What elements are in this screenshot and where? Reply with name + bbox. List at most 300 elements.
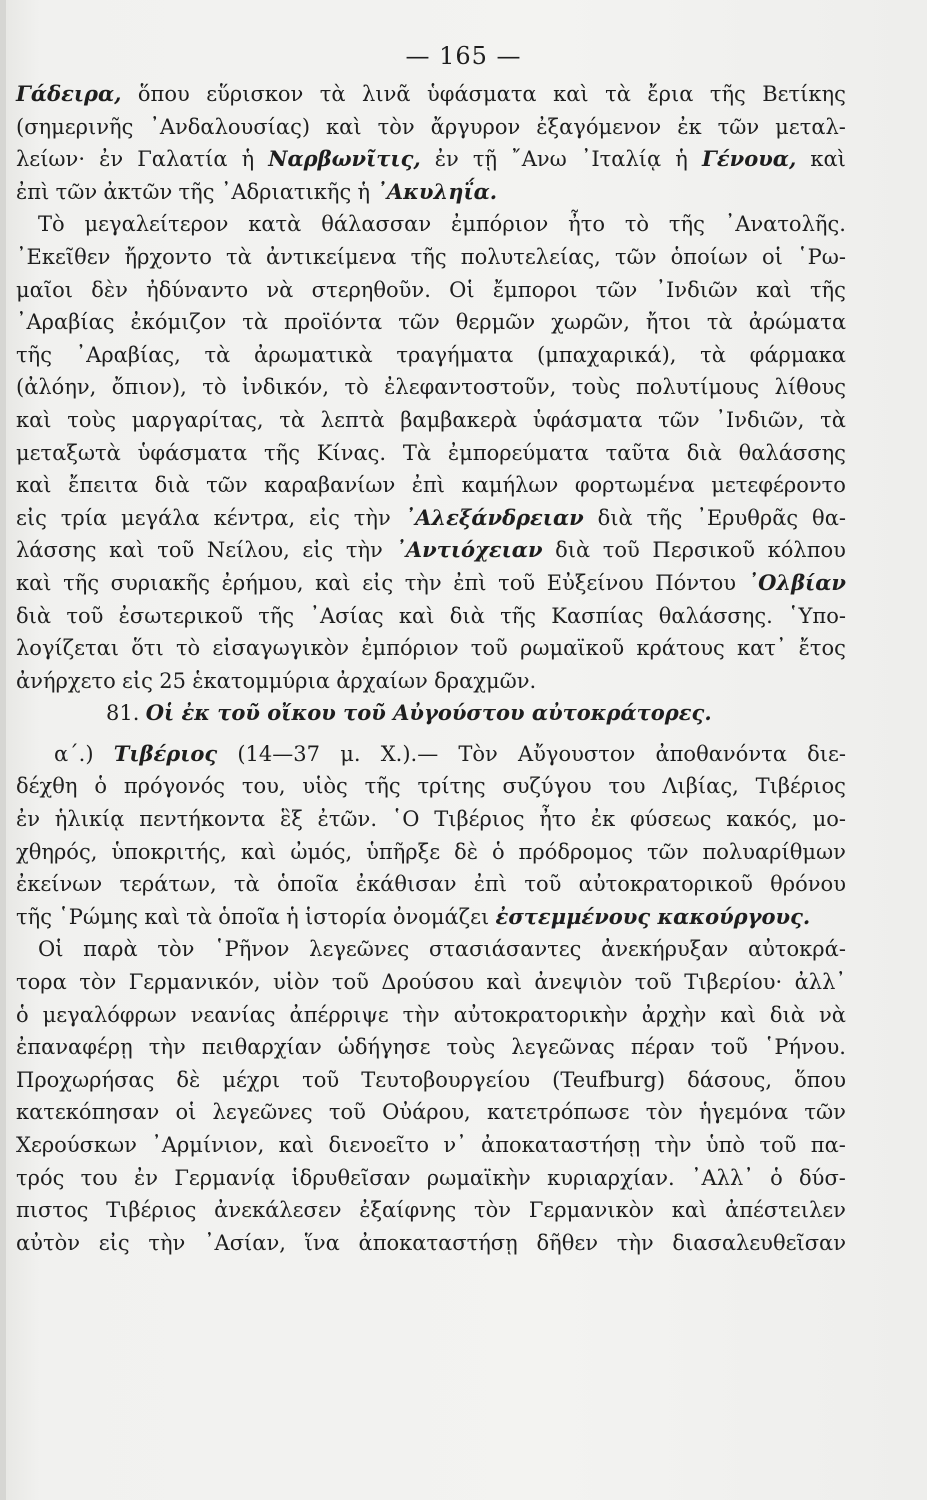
word: διὰ <box>154 473 190 498</box>
paragraph <box>16 738 846 934</box>
text-line <box>16 770 846 803</box>
word: ἡ <box>286 904 299 929</box>
word: ἵνα <box>304 1230 340 1255</box>
word: θα- <box>812 505 846 530</box>
word: νεανίας <box>190 1002 276 1027</box>
word: τῆς <box>178 179 215 204</box>
word: λείων· <box>16 147 85 172</box>
word: ὅπου <box>137 82 190 106</box>
word: καμήλων <box>461 473 559 498</box>
word: κράτους <box>636 636 725 661</box>
text-line <box>16 868 846 901</box>
emphasized-word: ἐστεμμένους κακούργους. <box>495 903 811 929</box>
word: τὸν <box>157 937 195 962</box>
word: ἔτος <box>798 636 846 661</box>
word: ἐρήμου, <box>221 570 304 595</box>
word: Οἱ <box>38 937 64 962</box>
word: καὶ <box>144 904 180 929</box>
word: τὴν <box>402 1002 440 1027</box>
word: εἰς <box>362 570 394 595</box>
word: φορτωμένα <box>574 473 695 498</box>
word: δραχμῶν. <box>434 668 537 693</box>
word: του, <box>241 774 286 799</box>
word: ἐπὶ <box>453 570 487 595</box>
word: ἦτο <box>568 212 605 237</box>
word: Γερμανικὸν <box>528 1198 654 1223</box>
word: ἀποθανόντα <box>655 741 787 766</box>
word: καὶ <box>671 1198 708 1223</box>
word: λεγεῶνας <box>511 1035 615 1060</box>
text-line <box>16 999 846 1032</box>
word: καραβανίων <box>264 473 396 498</box>
paragraph <box>16 78 846 208</box>
word: Χερούσκων <box>16 1133 137 1157</box>
word: πιστος <box>16 1198 89 1223</box>
word: τοῦ <box>710 1035 748 1060</box>
word: ἔπειτα <box>68 473 139 498</box>
word: θαλάσσης <box>738 440 846 465</box>
word: ἄργυρον <box>430 114 521 139</box>
word: ἀνεψιὸν <box>534 970 623 995</box>
word: ὁποῖα <box>277 872 339 897</box>
word: 25 <box>159 668 186 693</box>
word: εἰς <box>98 1230 130 1255</box>
word: (ἀλόην, <box>16 375 97 400</box>
word: τοῦ <box>66 603 104 628</box>
word: καὶ <box>109 538 145 563</box>
text-line <box>16 1031 846 1064</box>
text-line <box>16 738 846 771</box>
word: θάλασσαν <box>321 212 432 237</box>
word: στασιάσαντες <box>428 937 582 962</box>
word: ὅπου <box>794 1067 846 1092</box>
text-line <box>16 1194 846 1227</box>
text-line <box>16 371 846 404</box>
word: μεταξωτὰ <box>16 440 121 465</box>
word: ὑφάσματα <box>427 82 537 106</box>
word: πολυτίμους <box>636 375 760 400</box>
word: διὰ <box>449 603 485 628</box>
word: α΄.) <box>54 741 94 766</box>
word: πολυτελείας, <box>460 244 601 269</box>
word: πέραν <box>630 1035 695 1060</box>
word: εἰς <box>16 505 47 530</box>
text-line <box>16 78 846 111</box>
word: καὶ <box>16 407 52 432</box>
paragraph <box>16 208 846 697</box>
word: ᾽Ερυθρᾶς <box>696 505 799 530</box>
word: ᾽Ασίας <box>309 603 384 628</box>
text-line <box>16 274 846 307</box>
word: ὁποίων <box>670 244 748 269</box>
word: εἰς <box>122 668 153 693</box>
text-line <box>16 502 846 535</box>
word: ὑφάσματα <box>532 407 643 432</box>
word: τὰ <box>605 82 631 106</box>
word: τὸν <box>79 970 117 995</box>
word: δύσ- <box>799 1165 846 1190</box>
word: καὶ <box>398 603 435 628</box>
word: κέντρα, <box>213 505 296 530</box>
word: ὑποκριτής, <box>111 839 227 864</box>
word: ἀρώματα <box>748 310 846 335</box>
word: κατ᾽ <box>736 636 787 661</box>
word: ᾽Ινδιῶν, <box>715 407 805 432</box>
word: εἰς <box>302 538 334 563</box>
text-line <box>16 306 846 339</box>
word: μεταλ- <box>775 114 846 139</box>
word: αὐτοκρατορικοῦ <box>578 872 753 897</box>
paragraph <box>16 933 846 1259</box>
word: ἔμποροι <box>492 277 578 302</box>
word: τῆς <box>668 212 705 237</box>
word: τῶν <box>595 277 638 302</box>
word: ᾽Αραβίας, <box>75 342 181 367</box>
word: υἱὸν <box>272 970 320 995</box>
text-line <box>16 469 846 502</box>
word: ἓξ <box>279 807 303 832</box>
word: ἐσωτερικοῦ <box>118 603 243 628</box>
text-line <box>16 803 846 836</box>
text-line <box>16 933 846 966</box>
word: (Teufburg) <box>552 1067 666 1092</box>
word: τῶν <box>614 244 657 269</box>
word: ἐκ <box>590 807 616 832</box>
word: ᾽Αδριατικῆς <box>220 179 352 204</box>
word: θερμῶν <box>455 310 536 335</box>
word: ἰνδικόν, <box>241 375 329 400</box>
word: Κασπίας <box>551 603 644 628</box>
word: μεγαλόφρων <box>42 1002 177 1027</box>
word: ἀποκαταστήσῃ <box>358 1230 518 1255</box>
word: Τὸ <box>38 212 65 237</box>
word: κατὰ <box>248 212 302 237</box>
word: ἐπαναφέρῃ <box>16 1035 133 1060</box>
word: ἦτο <box>539 807 577 832</box>
word: μετεφέροντο <box>711 473 846 498</box>
word: ἡγεμόνα <box>698 1100 789 1125</box>
emphasized-word: ᾽Ολβίαν <box>747 569 846 595</box>
word: ὁ <box>94 774 107 799</box>
text-line <box>16 567 846 600</box>
word: Τιβέριος <box>434 807 525 832</box>
word: τοῦ <box>524 872 562 897</box>
word: ἀνεκάλεσεν <box>214 1198 342 1223</box>
word: ἐκείνων <box>16 872 103 897</box>
word: του <box>80 1165 118 1190</box>
word: τὰ <box>226 244 252 269</box>
word: λινᾶ <box>362 82 411 106</box>
text-line <box>16 632 846 665</box>
word: ὄπιον), <box>111 375 187 400</box>
word: τοῦ <box>602 538 640 563</box>
word: Περσικοῦ <box>652 538 756 563</box>
word: ῾Ρώμης <box>58 904 139 929</box>
word: ὁ <box>491 839 505 864</box>
word: τὸν <box>474 1198 512 1223</box>
word: καὶ <box>553 82 589 106</box>
word: τὸ <box>202 375 227 400</box>
text-line <box>16 208 846 241</box>
word: κυριαρχίαν. <box>547 1165 675 1190</box>
word: ῾Υπο- <box>788 603 846 628</box>
word: τῆς <box>16 342 52 367</box>
word: λεγεῶνες <box>212 1100 313 1125</box>
word: νὰ <box>266 277 294 302</box>
word: ἀπέστειλεν <box>725 1198 846 1223</box>
word: ἐτῶν. <box>317 807 377 832</box>
word: ἀντικείμενα <box>265 244 397 269</box>
word: αὐτοκρά- <box>747 937 846 962</box>
word: τὰ <box>233 872 260 897</box>
word: πολυαρίθμων <box>702 839 846 864</box>
word: τοῦ <box>498 570 536 595</box>
word: μέχρι <box>222 1067 281 1092</box>
text-line <box>16 1129 846 1162</box>
word: ᾽Ιταλίᾳ <box>580 147 662 172</box>
word: 81. <box>106 701 140 726</box>
word: ἐπὶ <box>411 473 446 498</box>
word: τῆς <box>258 603 295 628</box>
word: ἐπὶ <box>16 179 50 204</box>
word: τὸν <box>645 1100 683 1125</box>
word: Τὰ <box>402 440 432 465</box>
word: ἐπὶ <box>473 872 508 897</box>
word: ἡλικίᾳ <box>54 807 125 832</box>
word: Λιβίας, <box>662 774 739 799</box>
word: πρόγονός <box>123 774 225 799</box>
word: ᾽Αραβίας <box>16 310 115 335</box>
word: ἡ <box>675 147 688 172</box>
word: τῆς <box>809 277 846 302</box>
word: τῆς <box>364 774 401 799</box>
page-gutter <box>0 0 6 1500</box>
word: αὐτὸν <box>16 1230 80 1255</box>
word: ν᾽ <box>443 1133 467 1157</box>
word: νὰ <box>818 1002 846 1027</box>
emphasized-word: ᾽Ακυληΐα. <box>376 178 498 204</box>
word: Χ.).— <box>380 741 439 766</box>
word: δάσους, <box>687 1067 773 1092</box>
word: καὶ <box>756 277 792 302</box>
word: ταῦτα <box>605 440 670 465</box>
text-line <box>16 966 846 999</box>
word: (σημερινῆς <box>16 114 134 139</box>
word: τοῦ <box>302 1067 340 1092</box>
word: τῇ <box>472 147 498 172</box>
word: ᾽Ανδαλουσίας) <box>149 114 311 139</box>
word: ἐκάθισαν <box>355 872 457 897</box>
word: ὁποῖα <box>218 904 280 929</box>
word: ἐν <box>99 147 124 172</box>
word: τῶν <box>398 310 440 335</box>
word: τοὺς <box>446 1035 496 1060</box>
word: διε- <box>807 741 846 766</box>
word: δῆθεν <box>536 1230 598 1255</box>
word: τὰ <box>820 407 846 432</box>
word: ᾽Ανατολῆς. <box>724 212 846 237</box>
word: ἀποκαταστήσῃ <box>481 1133 641 1157</box>
word: Εὐξείνου <box>546 570 644 595</box>
word: πεντήκοντα <box>139 807 266 832</box>
word: ὁ <box>770 1165 783 1190</box>
text-line <box>16 1162 846 1195</box>
text-line <box>16 437 846 470</box>
word: τὴν <box>148 1230 186 1255</box>
word: τῶν <box>717 114 760 139</box>
word: διὰ <box>597 505 633 530</box>
word: διενοεῖτο <box>328 1133 430 1157</box>
word: ᾽Αρμίνιον, <box>151 1133 265 1157</box>
text-line <box>16 241 846 274</box>
word: ρωμαϊκοῦ <box>520 636 625 661</box>
text-line <box>16 901 846 934</box>
word: τὸ <box>344 375 369 400</box>
word: φύσεως <box>629 807 712 832</box>
word: εἰσαγωγικὸν <box>212 636 350 661</box>
word: ἀνεκήρυξαν <box>601 937 729 962</box>
word: ἀρχαίων <box>336 668 428 693</box>
emphasized-word: Γάδειρα, <box>16 81 122 106</box>
word: ἐκ <box>677 114 702 139</box>
word: καὶ <box>486 970 522 995</box>
word: καὶ <box>315 570 351 595</box>
word: εὕρισκον <box>206 82 304 106</box>
text-line <box>16 111 846 144</box>
text-line <box>16 1096 846 1129</box>
word: ἐν <box>434 147 459 172</box>
word: τὴν <box>616 1230 654 1255</box>
word: τὰ <box>186 904 212 929</box>
word: διὰ <box>555 538 591 563</box>
word: τορα <box>16 970 67 995</box>
word: τὴν <box>353 505 391 530</box>
word: ἀρχὴν <box>641 1002 707 1027</box>
emphasized-word: Τιβέριος <box>113 740 218 766</box>
word: τοῦ <box>759 1133 797 1157</box>
word: συζύγου <box>502 774 592 799</box>
word: κακός, <box>726 807 798 832</box>
word: ρωμαϊκὴν <box>426 1165 531 1190</box>
word: χωρῶν, <box>551 310 630 335</box>
word: τῶν <box>804 1100 846 1125</box>
word: μαργαρίτας, <box>131 407 264 432</box>
word: τῆς <box>709 82 746 106</box>
word: εἰς <box>309 505 340 530</box>
text-line <box>16 836 846 869</box>
word: τοῦ <box>634 970 672 995</box>
word: τοὺς <box>67 407 117 432</box>
word: Προχωρήσας <box>16 1067 155 1092</box>
word: ἡ <box>357 179 371 204</box>
word: ἐμπόριον <box>361 636 459 661</box>
word: τὰ <box>242 310 269 335</box>
word: ἀνήρχετο <box>16 668 116 693</box>
text-line <box>16 404 846 437</box>
word: τὴν <box>148 1035 186 1060</box>
word: Δρούσου <box>381 970 474 995</box>
word: ἐκόμιζον <box>130 310 227 335</box>
word: τραγήματα <box>396 342 514 367</box>
word: ἐμπορεύματα <box>447 440 589 465</box>
word: υἱὸς <box>302 774 348 799</box>
word: τῶν <box>206 473 248 498</box>
word: τῆς <box>16 904 52 929</box>
word: τὰ <box>204 342 231 367</box>
word: αὐτοκρατορικὴν <box>453 1002 628 1027</box>
text-line <box>16 1227 846 1260</box>
word: προϊόντα <box>284 310 383 335</box>
word: λεπτὰ <box>320 407 385 432</box>
word: πειθαρχίαν <box>201 1035 322 1060</box>
text-line <box>16 339 846 372</box>
word: Οἱ <box>449 277 475 302</box>
word: διὰ <box>16 603 52 628</box>
word: κατεκόπησαν <box>16 1100 160 1125</box>
word: πα- <box>810 1133 846 1157</box>
word: Γερμανίᾳ <box>174 1165 276 1190</box>
word: Τιβέριος <box>106 1198 197 1223</box>
word: συριακῆς <box>110 570 211 595</box>
word: φάρμακα <box>749 342 846 367</box>
word: μαῖοι <box>16 277 73 302</box>
word: ὅτι <box>131 636 164 661</box>
word: μεγαλείτερον <box>84 212 229 237</box>
word: ὑπῆρξε <box>366 839 441 864</box>
word: Πόντου <box>655 570 737 595</box>
word: Νείλου, <box>206 538 290 563</box>
word: Τιβέριος <box>755 774 846 799</box>
word: ᾽Εκεῖθεν <box>16 244 111 269</box>
word: τὴν <box>404 570 442 595</box>
word: (14—37 <box>237 741 320 766</box>
word: τῆς <box>646 505 683 530</box>
word: καὶ <box>326 114 362 139</box>
word: τῶν <box>646 839 689 864</box>
word: δέχθη <box>16 774 78 799</box>
word: ῾Ο <box>391 807 420 832</box>
word: διὰ <box>769 1002 805 1027</box>
word: ὑπὸ <box>705 1133 746 1157</box>
word: ὀνομάζει <box>392 904 490 929</box>
text-line <box>16 1064 846 1097</box>
word: ἤτοι <box>645 310 691 335</box>
word: ἐξαίφνης <box>359 1198 457 1223</box>
word: ἀκτῶν <box>103 179 173 204</box>
word: ῾Ρῆνον <box>214 937 290 962</box>
word: ἠδύναντο <box>146 277 249 302</box>
word: ἔρια <box>647 82 694 106</box>
word: Τευτοβουργείου <box>361 1067 531 1092</box>
word: λίθους <box>774 375 846 400</box>
word: Τιβερίου· <box>684 970 783 995</box>
word: δὲ <box>176 1067 201 1092</box>
word: τρός <box>16 1165 65 1190</box>
text-line <box>16 143 846 176</box>
word: ῎Ανω <box>511 147 567 172</box>
word: ᾽Ασίαν, <box>204 1230 286 1255</box>
word: τὰ <box>279 407 306 432</box>
word: ἤρχοντο <box>124 244 212 269</box>
word: τῆς <box>500 603 537 628</box>
word: του <box>608 774 646 799</box>
word: λάσσης <box>16 538 97 563</box>
text-line <box>16 697 846 730</box>
emphasized-word: Ναρβωνῖτις, <box>268 146 421 172</box>
word: οἱ <box>175 1100 197 1125</box>
page-number: — 165 — <box>405 42 522 70</box>
word: ἐμπόριον <box>450 212 549 237</box>
